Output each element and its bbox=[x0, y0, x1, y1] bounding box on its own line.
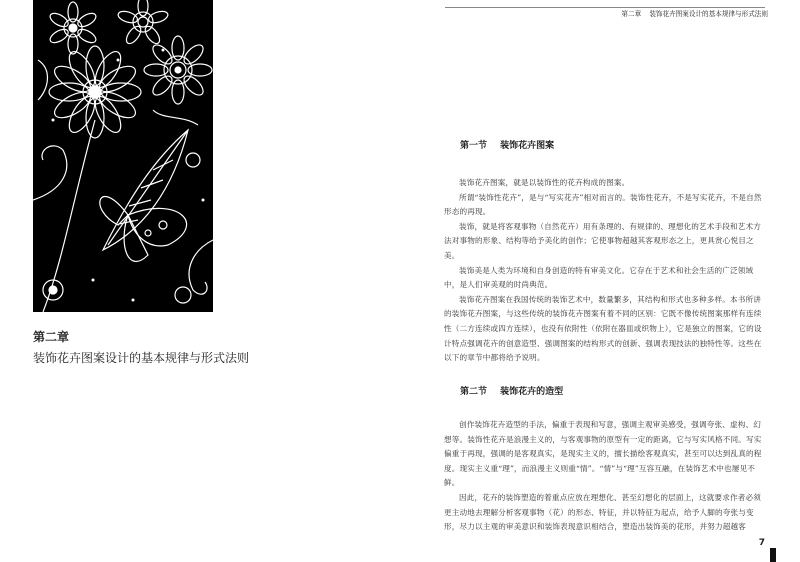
paragraph: 因此，花卉的装饰塑造的着重点应放在理想化、甚至幻想化的层面上，这就要求作者必须更主动地去理解分析客观事物（花）的形态、特征，并以特征为起点，给予人脚的夸张与变形，尽力以主观的审美意识和装饰表现意识相结合，塑造出装饰美的花形，并努力超越客 bbox=[444, 492, 762, 532]
paragraph: 装饰花卉图案在我国传统的装饰艺术中，数量繁多，其结构和形式也多种多样。本书所讲的装饰花卉图案，与这些传统的装饰花卉图案有着不同的区别：它既不像传统图案那样有连续性（二方连续或四方连续），也没有依附性（依附在器皿或织物上），它是独立的图案，它的设计特点强调花卉的创意造型、强调图案的结构形式的创新、强调表现技法的独特性等。这些在以下的章节中都将给予说明。 bbox=[444, 294, 762, 363]
section-body bbox=[444, 418, 768, 535]
page-number: 7 bbox=[758, 538, 765, 548]
section-number: 第二节 bbox=[460, 387, 488, 397]
paragraph: 创作装饰花卉造型的手法，偏重于表现和写意，强调主观审美感受，强调夸张、虚构、幻想等。装饰性花卉是浪漫主义的，与客观事物的原型有一定的距离，它与写实风格不同。写实偏重于再现，强调的是客观真实，是现实主义的，擅长描绘客观真实，甚至可以达到乱真的程度。现实主义重“理”，而浪漫主义则重“情”。“情”与“理”互容互融，在装饰艺术中也屡见不鲜。 bbox=[444, 420, 762, 488]
paragraph: 装饰美是人类为环境和自身创造的特有审美文化。它存在于艺术和社会生活的广泛领域中，是人们审美观的时尚典范。 bbox=[444, 265, 754, 290]
page-edge-marker bbox=[770, 548, 776, 562]
section-title: 装饰花卉的造型 bbox=[500, 387, 564, 397]
running-head-title: 装饰花卉图案设计的基本规律与形式法则 bbox=[649, 10, 768, 18]
paragraph: 所谓“装饰性花卉”，是与“写实花卉”相对而言的。装饰性花卉，不是写实花卉，不是自然形态的再现。 bbox=[444, 192, 762, 217]
chapter-title-block bbox=[33, 328, 393, 367]
chapter-number: 第二章 bbox=[33, 330, 70, 344]
paragraph: 装饰，就是将客观事物（自然花卉）用有条理的、有规律的、理想化的艺术手段和艺术方法对事物的形象、结构等给予美化的创作；它使事物超越其客观形态之上，更具赏心悦目之美。 bbox=[444, 221, 762, 260]
decorative-flower-illustration-icon bbox=[33, 0, 213, 312]
section-number: 第一节 bbox=[460, 141, 488, 151]
section-title: 装饰花卉图案 bbox=[500, 141, 555, 151]
section-heading bbox=[460, 384, 563, 397]
chapter-title: 装饰花卉图案设计的基本规律与形式法则 bbox=[33, 351, 250, 365]
section-body bbox=[444, 176, 768, 366]
running-head bbox=[615, 8, 768, 18]
running-head-chapter: 第二章 bbox=[621, 10, 642, 18]
section-heading bbox=[460, 138, 554, 151]
paragraph: 装饰花卉图案，就是以装饰性的花卉构成的图案。 bbox=[459, 178, 630, 187]
